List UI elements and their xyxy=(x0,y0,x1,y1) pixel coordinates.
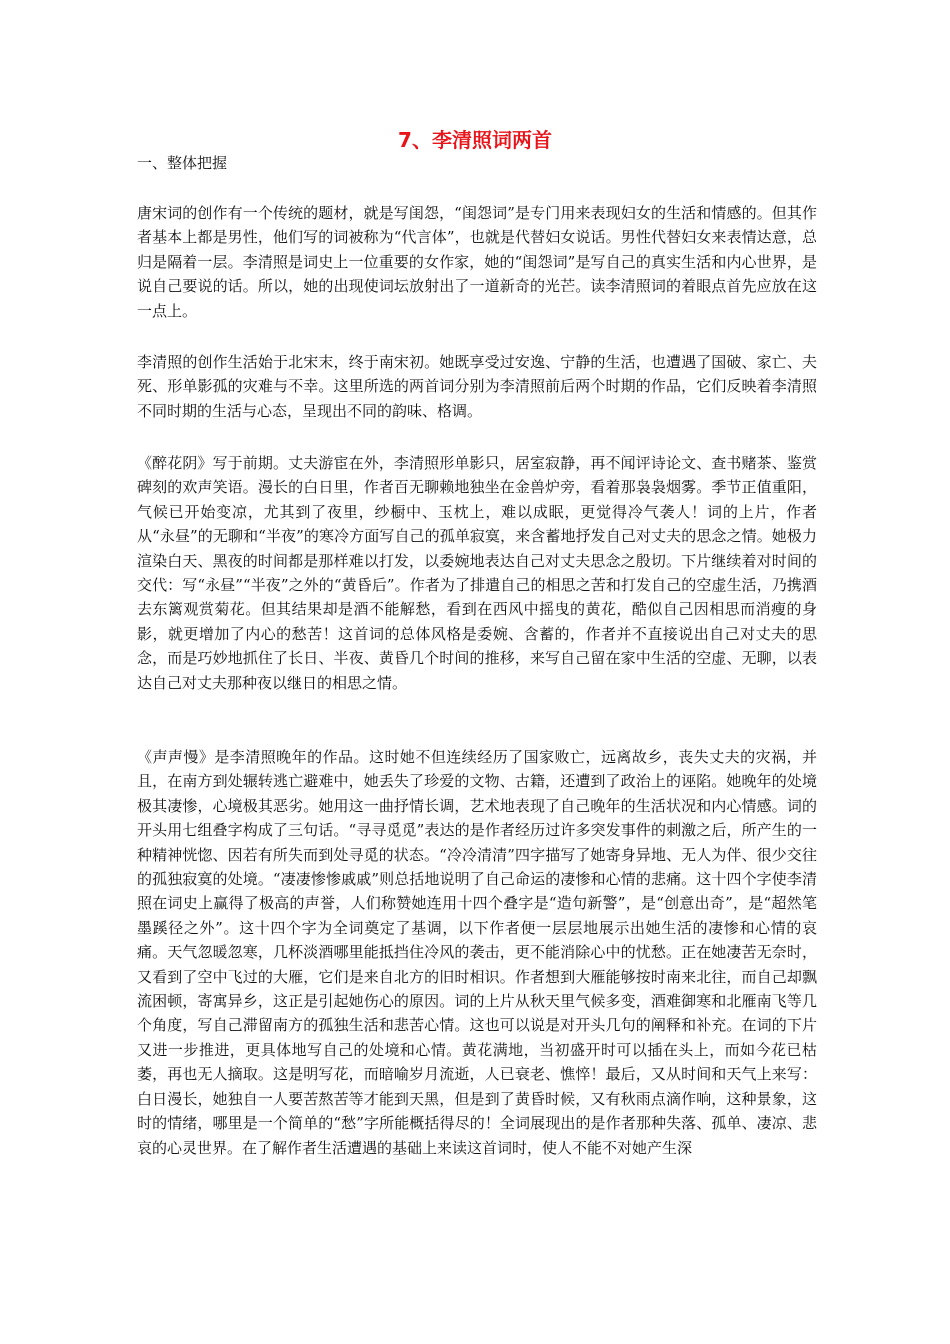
paragraph-life-periods: 李清照的创作生活始于北宋末，终于南宋初。她既享受过安逸、宁静的生活，也遭遇了国破、家亡、夫死、形单影孤的灾难与不幸。这里所选的两首词分别为李清照前后两个时期的作品，它们反映着李清照不同时期的生活与心态，呈现出不同的韵味、格调。 xyxy=(137,353,817,420)
paragraph-guiyuan-intro: 唐宋词的创作有一个传统的题材，就是写闺怨，“闺怨词”是专门用来表现妇女的生活和情感的。但其作者基本上都是男性，他们写的词被称为“代言体”，也就是代替妇女说话。男性代替妇女来表情达意，总归是隔着一层。李清照是词史上一位重要的女作家，她的“闺怨词”是写自己的真实生活和内心世界，是说自己要说的话。所以，她的出现使词坛放射出了一道新奇的光芒。读李清照词的着眼点首先应放在这一点上。 xyxy=(137,204,817,320)
paragraph-shengshengman: 《声声慢》是李清照晚年的作品。这时她不但连续经历了国家败亡，远离故乡，丧失丈夫的灾祸，并且，在南方到处辗转逃亡避难中，她丢失了珍爱的文物、古籍，还遭到了政治上的诬陷。她晚年的处境极其凄惨，心境极其恶劣。她用这一曲抒情长调，艺术地表现了自己晚年的生活状况和内心情感。词的开头用七组叠字构成了三句话。“寻寻觅觅”表达的是作者经历过许多突发事件的刺激之后，所产生的一种精神恍惚、因若有所失而到处寻觅的状态。“冷冷清清”四字描写了她寄身异地、无人为伴、很少交往的孤独寂寞的处境。“凄凄惨惨戚戚”则总括地说明了自己命运的凄惨和心情的悲痛。这十四个字使李清照在词史上赢得了极高的声誉，人们称赞她连用十四个叠字是“造句新警”，是“创意出奇”，是“超然笔墨蹊径之外”。这十四个字为全词奠定了基调，以下作者便一层层地展示出她生活的凄惨和心情的哀痛。天气忽暖忽寒，几杯淡酒哪里能抵挡住冷风的袭击，更不能消除心中的忧愁。正在她凄苦无奈时，又看到了空中飞过的大雁，它们是来自北方的旧时相识。作者想到大雁能够按时南来北往，而自己却飘流困顿，寄寓异乡，这正是引起她伤心的原因。词的上片从秋天里气候多变，酒难御寒和北雁南飞等几个角度，写自己滞留南方的孤独生活和悲苦心情。这也可以说是对开头几句的阐释和补充。在词的下片又进一步推进，更具体地写自己的处境和心情。黄花满地，当初盛开时可以插在头上，而如今花已枯萎，再也无人摘取。这是明写花，而暗喻岁月流逝，人已衰老、憔悴！最后，又从时间和天气上来写：白日漫长，她独自一人要苦熬苦等才能到天黑，但是到了黄昏时候，又有秋雨点滴作响，这种景象，这时的情绪，哪里是一个简单的“愁”字所能概括得尽的！全词展现出的是作者那种失落、孤单、凄凉、悲哀的心灵世界。在了解作者生活遭遇的基础上来读这首词时，使人不能不对她产生深 xyxy=(137,748,817,1157)
paragraph-zuihuayin: 《醉花阴》写于前期。丈夫游宦在外，李清照形单影只，居室寂静，再不闻评诗论文、查书赌茶、鉴赏碑刻的欢声笑语。漫长的白日里，作者百无聊赖地独坐在金兽炉旁，看着那袅袅烟雾。季节正值重阳，气候已开始变凉，尤其到了夜里，纱橱中、玉枕上，难以成眠，更觉得冷气袭人！词的上片，作者从“永昼”的无聊和“半夜”的寒冷方面写自己的孤单寂寞，来含蓄地抒发自己对丈夫的思念之情。她极力渲染白天、黑夜的时间都是那样难以打发，以委婉地表达自己对丈夫思念之殷切。下片继续着对时间的交代：写“永昼”“半夜”之外的“黄昏后”。作者为了排遣自己的相思之苦和打发自己的空虚生活，乃携酒去东篱观赏菊花。但其结果却是酒不能解愁，看到在西风中摇曳的黄花，酷似自己因相思而消瘦的身影，就更增加了内心的愁苦！这首词的总体风格是委婉、含蓄的，作者并不直接说出自己对丈夫的思念，而是巧妙地抓住了长日、半夜、黄昏几个时间的推移，来写自己留在家中生活的空虚、无聊，以表达自己对丈夫那种夜以继日的相思之情。 xyxy=(137,454,817,692)
section-heading: 一、整体把握 xyxy=(137,154,228,172)
document-title: 7、李清照词两首 xyxy=(398,128,552,152)
